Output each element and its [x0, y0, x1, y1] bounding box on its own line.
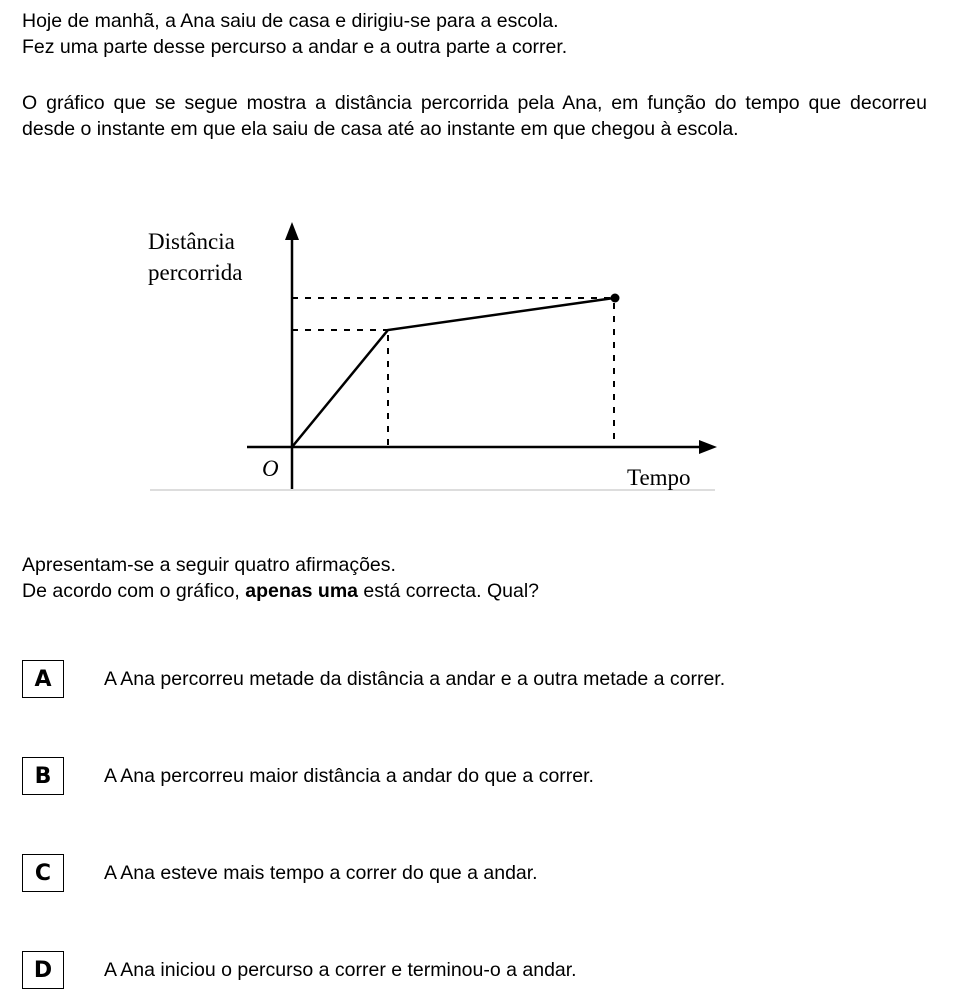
- option-d-letter-box[interactable]: D: [22, 951, 64, 989]
- end-point: [611, 294, 620, 303]
- option-c-letter-box[interactable]: C: [22, 854, 64, 892]
- option-a-text: A Ana percorreu metade da distância a andar e a outra metade a correr.: [104, 668, 726, 690]
- question-line-1: Apresentam-se a seguir quatro afirmações.: [22, 554, 396, 576]
- y-axis-label-line-1: Distância: [148, 229, 235, 254]
- question-line-2: [22, 578, 922, 604]
- y-axis-label-line-2: percorrida: [148, 260, 243, 285]
- intro-line-2: Fez uma parte desse percurso a andar e a outra parte a correr.: [22, 36, 568, 58]
- y-axis-arrow-icon: [285, 222, 299, 240]
- description-paragraph: O gráfico que se segue mostra a distância percorrida pela Ana, em função do tempo que decorreu desde o instante em que ela saiu de casa até ao instante em que chegou à escola.: [22, 92, 927, 140]
- option-c-text: A Ana esteve mais tempo a correr do que a andar.: [104, 862, 538, 884]
- option-b[interactable]: [22, 757, 942, 795]
- option-b-text: A Ana percorreu maior distância a andar do que a correr.: [104, 765, 594, 787]
- x-axis-arrow-icon: [699, 440, 717, 454]
- option-d-text: A Ana iniciou o percurso a correr e terminou-o a andar.: [104, 959, 577, 981]
- option-c[interactable]: [22, 854, 942, 892]
- distance-line: [292, 298, 614, 447]
- question-paragraph: [22, 552, 922, 604]
- x-axis-label: Tempo: [627, 465, 691, 490]
- option-b-letter-box[interactable]: B: [22, 757, 64, 795]
- intro-line-1: Hoje de manhã, a Ana saiu de casa e dirigiu-se para a escola.: [22, 10, 559, 32]
- origin-label: O: [262, 456, 279, 481]
- question-text-before: De acordo com o gráfico,: [22, 580, 246, 602]
- option-a[interactable]: [22, 660, 942, 698]
- question-emphasis: apenas uma: [245, 580, 358, 602]
- option-a-letter-box[interactable]: A: [22, 660, 64, 698]
- question-text-after: está correcta. Qual?: [358, 580, 540, 602]
- option-d[interactable]: [22, 951, 942, 989]
